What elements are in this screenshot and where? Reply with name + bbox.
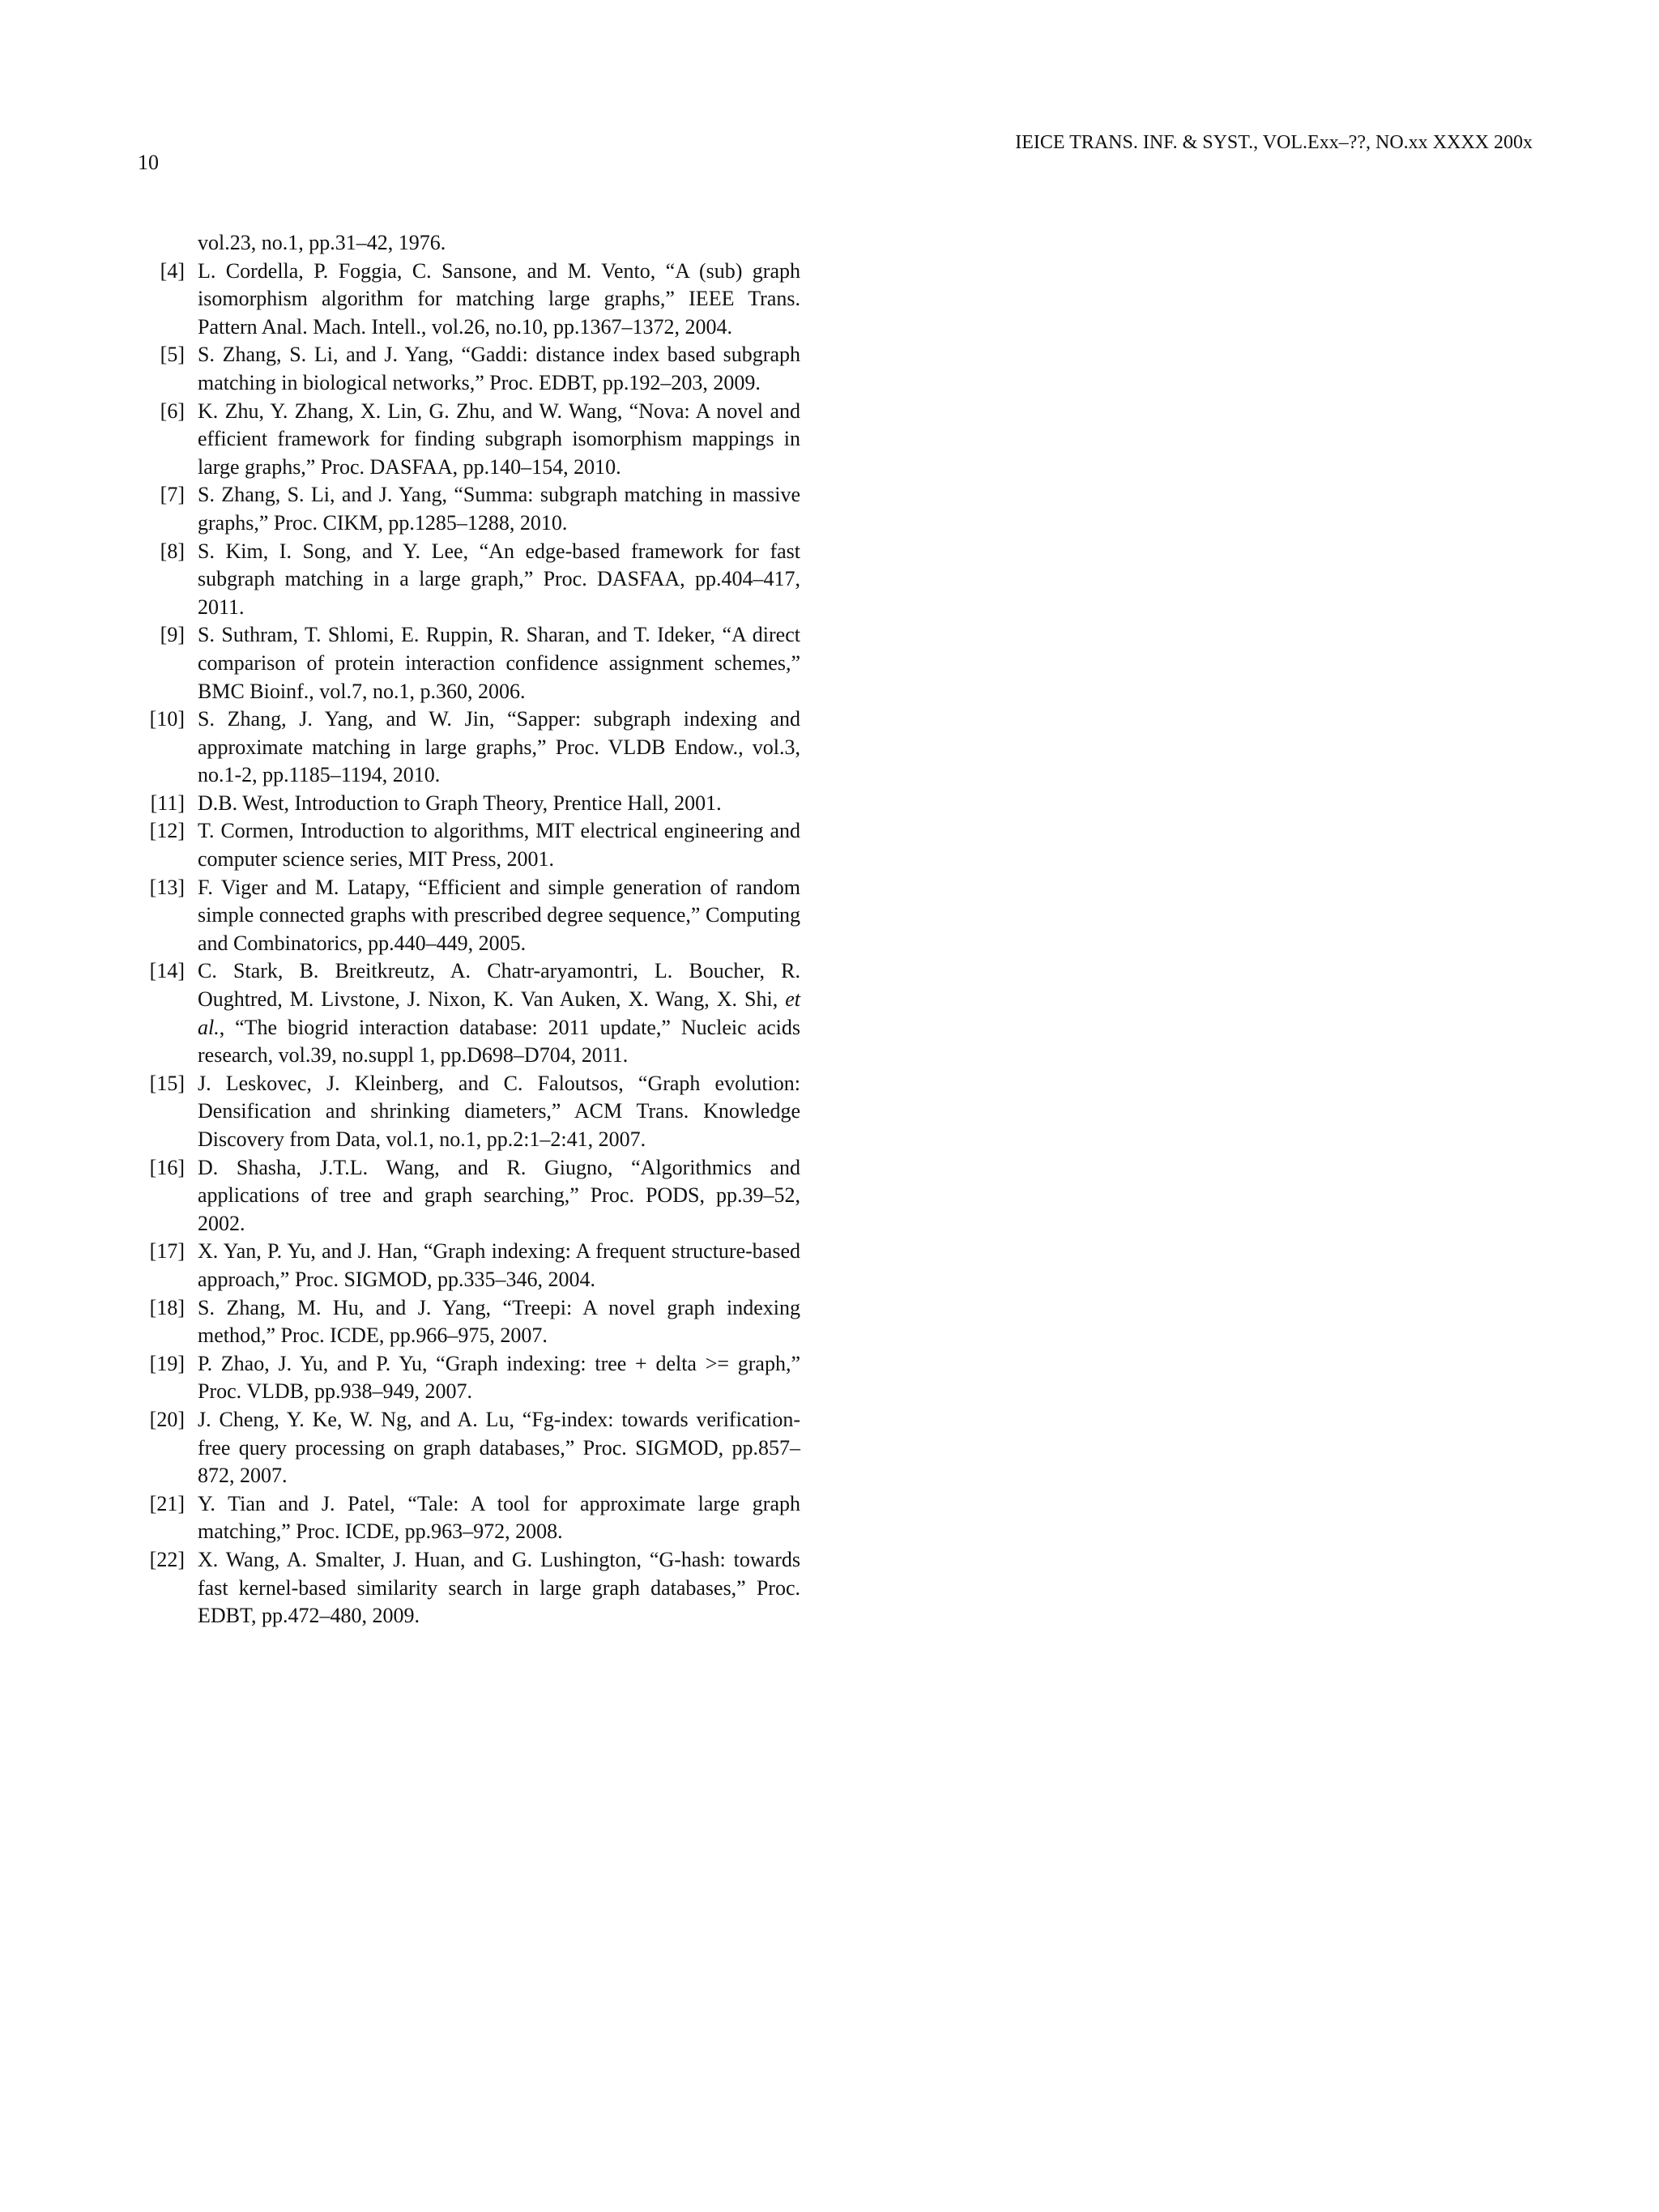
- reference-item-11: [144, 790, 800, 818]
- reference-label: [8]: [160, 539, 185, 563]
- reference-item-21: [144, 1490, 800, 1546]
- reference-text: J. Leskovec, J. Kleinberg, and C. Faloutsos, “Graph evolution: Densification and shrinking diameters,” ACM Trans. Knowledge Discovery from Data, vol.1, no.1, pp.2:1–2:41, 2007.: [198, 1071, 800, 1151]
- reference-text: P. Zhao, J. Yu, and P. Yu, “Graph indexing: tree + delta >= graph,” Proc. VLDB, pp.938–949, 2007.: [198, 1351, 800, 1404]
- reference-label: [5]: [160, 343, 185, 367]
- reference-text: D.B. West, Introduction to Graph Theory, Prentice Hall, 2001.: [198, 791, 722, 815]
- running-header: IEICE TRANS. INF. & SYST., VOL.Exx–??, NO.xx XXXX 200x: [1015, 132, 1533, 153]
- reference-text: J. Cheng, Y. Ke, W. Ng, and A. Lu, “Fg-index: towards verification-free query processing on graph databases,” Proc. SIGMOD, pp.857–872, 2007.: [198, 1407, 800, 1488]
- reference-item-18: [144, 1294, 800, 1350]
- reference-item-12: [144, 817, 800, 873]
- reference-item-8: [144, 538, 800, 622]
- reference-text: S. Suthram, T. Shlomi, E. Ruppin, R. Sharan, and T. Ideker, “A direct comparison of protein interaction confidence assignment schemes,” BMC Bioinf., vol.7, no.1, p.360, 2006.: [198, 623, 800, 703]
- reference-label: [4]: [160, 258, 185, 283]
- reference-text: T. Cormen, Introduction to algorithms, MIT electrical engineering and computer science series, MIT Press, 2001.: [198, 819, 800, 872]
- reference-label: [21]: [149, 1491, 185, 1515]
- reference-text: [198, 957, 800, 1069]
- reference-item-17: [144, 1238, 800, 1294]
- reference-text: S. Kim, I. Song, and Y. Lee, “An edge-based framework for fast subgraph matching in a large graph,” Proc. DASFAA, pp.404–417, 2011.: [198, 539, 800, 619]
- reference-label: [14]: [149, 959, 185, 983]
- reference-label: [6]: [160, 399, 185, 423]
- reference-item-19: [144, 1350, 800, 1406]
- reference-label: [17]: [149, 1239, 185, 1264]
- reference-text: S. Zhang, J. Yang, and W. Jin, “Sapper: subgraph indexing and approximate matching in large graphs,” Proc. VLDB Endow., vol.3, no.1-2, pp.1185–1194, 2010.: [198, 707, 800, 787]
- reference-item-15: [144, 1070, 800, 1154]
- reference-label: [22]: [149, 1547, 185, 1571]
- et-al-italic: et al.: [198, 987, 800, 1039]
- reference-label: [12]: [149, 819, 185, 843]
- reference-item-22: [144, 1546, 800, 1630]
- reference-text: F. Viger and M. Latapy, “Efficient and simple generation of random simple connected graphs with prescribed degree sequence,” Computing and Combinatorics, pp.440–449, 2005.: [198, 875, 800, 955]
- reference-item-14: [144, 957, 800, 1069]
- reference-item-6: [144, 398, 800, 482]
- page-number: 10: [138, 151, 159, 174]
- reference-label: [10]: [149, 707, 185, 731]
- reference-item-7: [144, 481, 800, 537]
- reference-item-4: [144, 258, 800, 342]
- reference-text: S. Zhang, S. Li, and J. Yang, “Summa: subgraph matching in massive graphs,” Proc. CIKM, pp.1285–1288, 2010.: [198, 483, 800, 535]
- reference-label: [20]: [149, 1407, 185, 1431]
- reference-text: X. Wang, A. Smalter, J. Huan, and G. Lushington, “G-hash: towards fast kernel-based similarity search in large graph databases,” Proc. EDBT, pp.472–480, 2009.: [198, 1547, 800, 1628]
- reference-label: [16]: [149, 1155, 185, 1179]
- reference-text-part: , “The biogrid interaction database: 2011 update,” Nucleic acids research, vol.39, no.suppl 1, pp.D698–D704, 2011.: [198, 1015, 800, 1068]
- reference-label: [13]: [149, 875, 185, 899]
- reference-text: K. Zhu, Y. Zhang, X. Lin, G. Zhu, and W. Wang, “Nova: A novel and efficient framework for finding subgraph isomorphism mappings in large graphs,” Proc. DASFAA, pp.140–154, 2010.: [198, 399, 800, 479]
- reference-label: [9]: [160, 623, 185, 647]
- reference-text-part: C. Stark, B. Breitkreutz, A. Chatr-aryamontri, L. Boucher, R. Oughtred, M. Livstone, J. Nixon, K. Van Auken, X. Wang, X. Shi,: [198, 959, 800, 1012]
- reference-item-20: [144, 1406, 800, 1490]
- reference-text: D. Shasha, J.T.L. Wang, and R. Giugno, “Algorithmics and applications of tree and graph searching,” Proc. PODS, pp.39–52, 2002.: [198, 1155, 800, 1235]
- reference-label: [11]: [150, 791, 185, 815]
- reference-list: [144, 229, 800, 1630]
- reference-item-3-continued: [144, 229, 800, 258]
- reference-text: S. Zhang, S. Li, and J. Yang, “Gaddi: distance index based subgraph matching in biological networks,” Proc. EDBT, pp.192–203, 2009.: [198, 343, 800, 394]
- reference-text: X. Yan, P. Yu, and J. Han, “Graph indexing: A frequent structure-based approach,” Proc. SIGMOD, pp.335–346, 2004.: [198, 1239, 800, 1291]
- reference-label: [7]: [160, 483, 185, 507]
- reference-text: vol.23, no.1, pp.31–42, 1976.: [198, 231, 446, 254]
- reference-label: [18]: [149, 1295, 185, 1319]
- reference-text: Y. Tian and J. Patel, “Tale: A tool for approximate large graph matching,” Proc. ICDE, pp.963–972, 2008.: [198, 1491, 800, 1544]
- reference-item-16: [144, 1154, 800, 1238]
- reference-item-13: [144, 874, 800, 958]
- reference-item-5: [144, 341, 800, 397]
- reference-label: [15]: [149, 1071, 185, 1095]
- reference-text: S. Zhang, M. Hu, and J. Yang, “Treepi: A novel graph indexing method,” Proc. ICDE, pp.966–975, 2007.: [198, 1295, 800, 1348]
- reference-item-10: [144, 705, 800, 790]
- reference-text: L. Cordella, P. Foggia, C. Sansone, and M. Vento, “A (sub) graph isomorphism algorithm for matching large graphs,” IEEE Trans. Pattern Anal. Mach. Intell., vol.26, no.10, pp.1367–1372, 2004.: [198, 258, 800, 339]
- reference-item-9: [144, 621, 800, 705]
- reference-label: [19]: [149, 1351, 185, 1375]
